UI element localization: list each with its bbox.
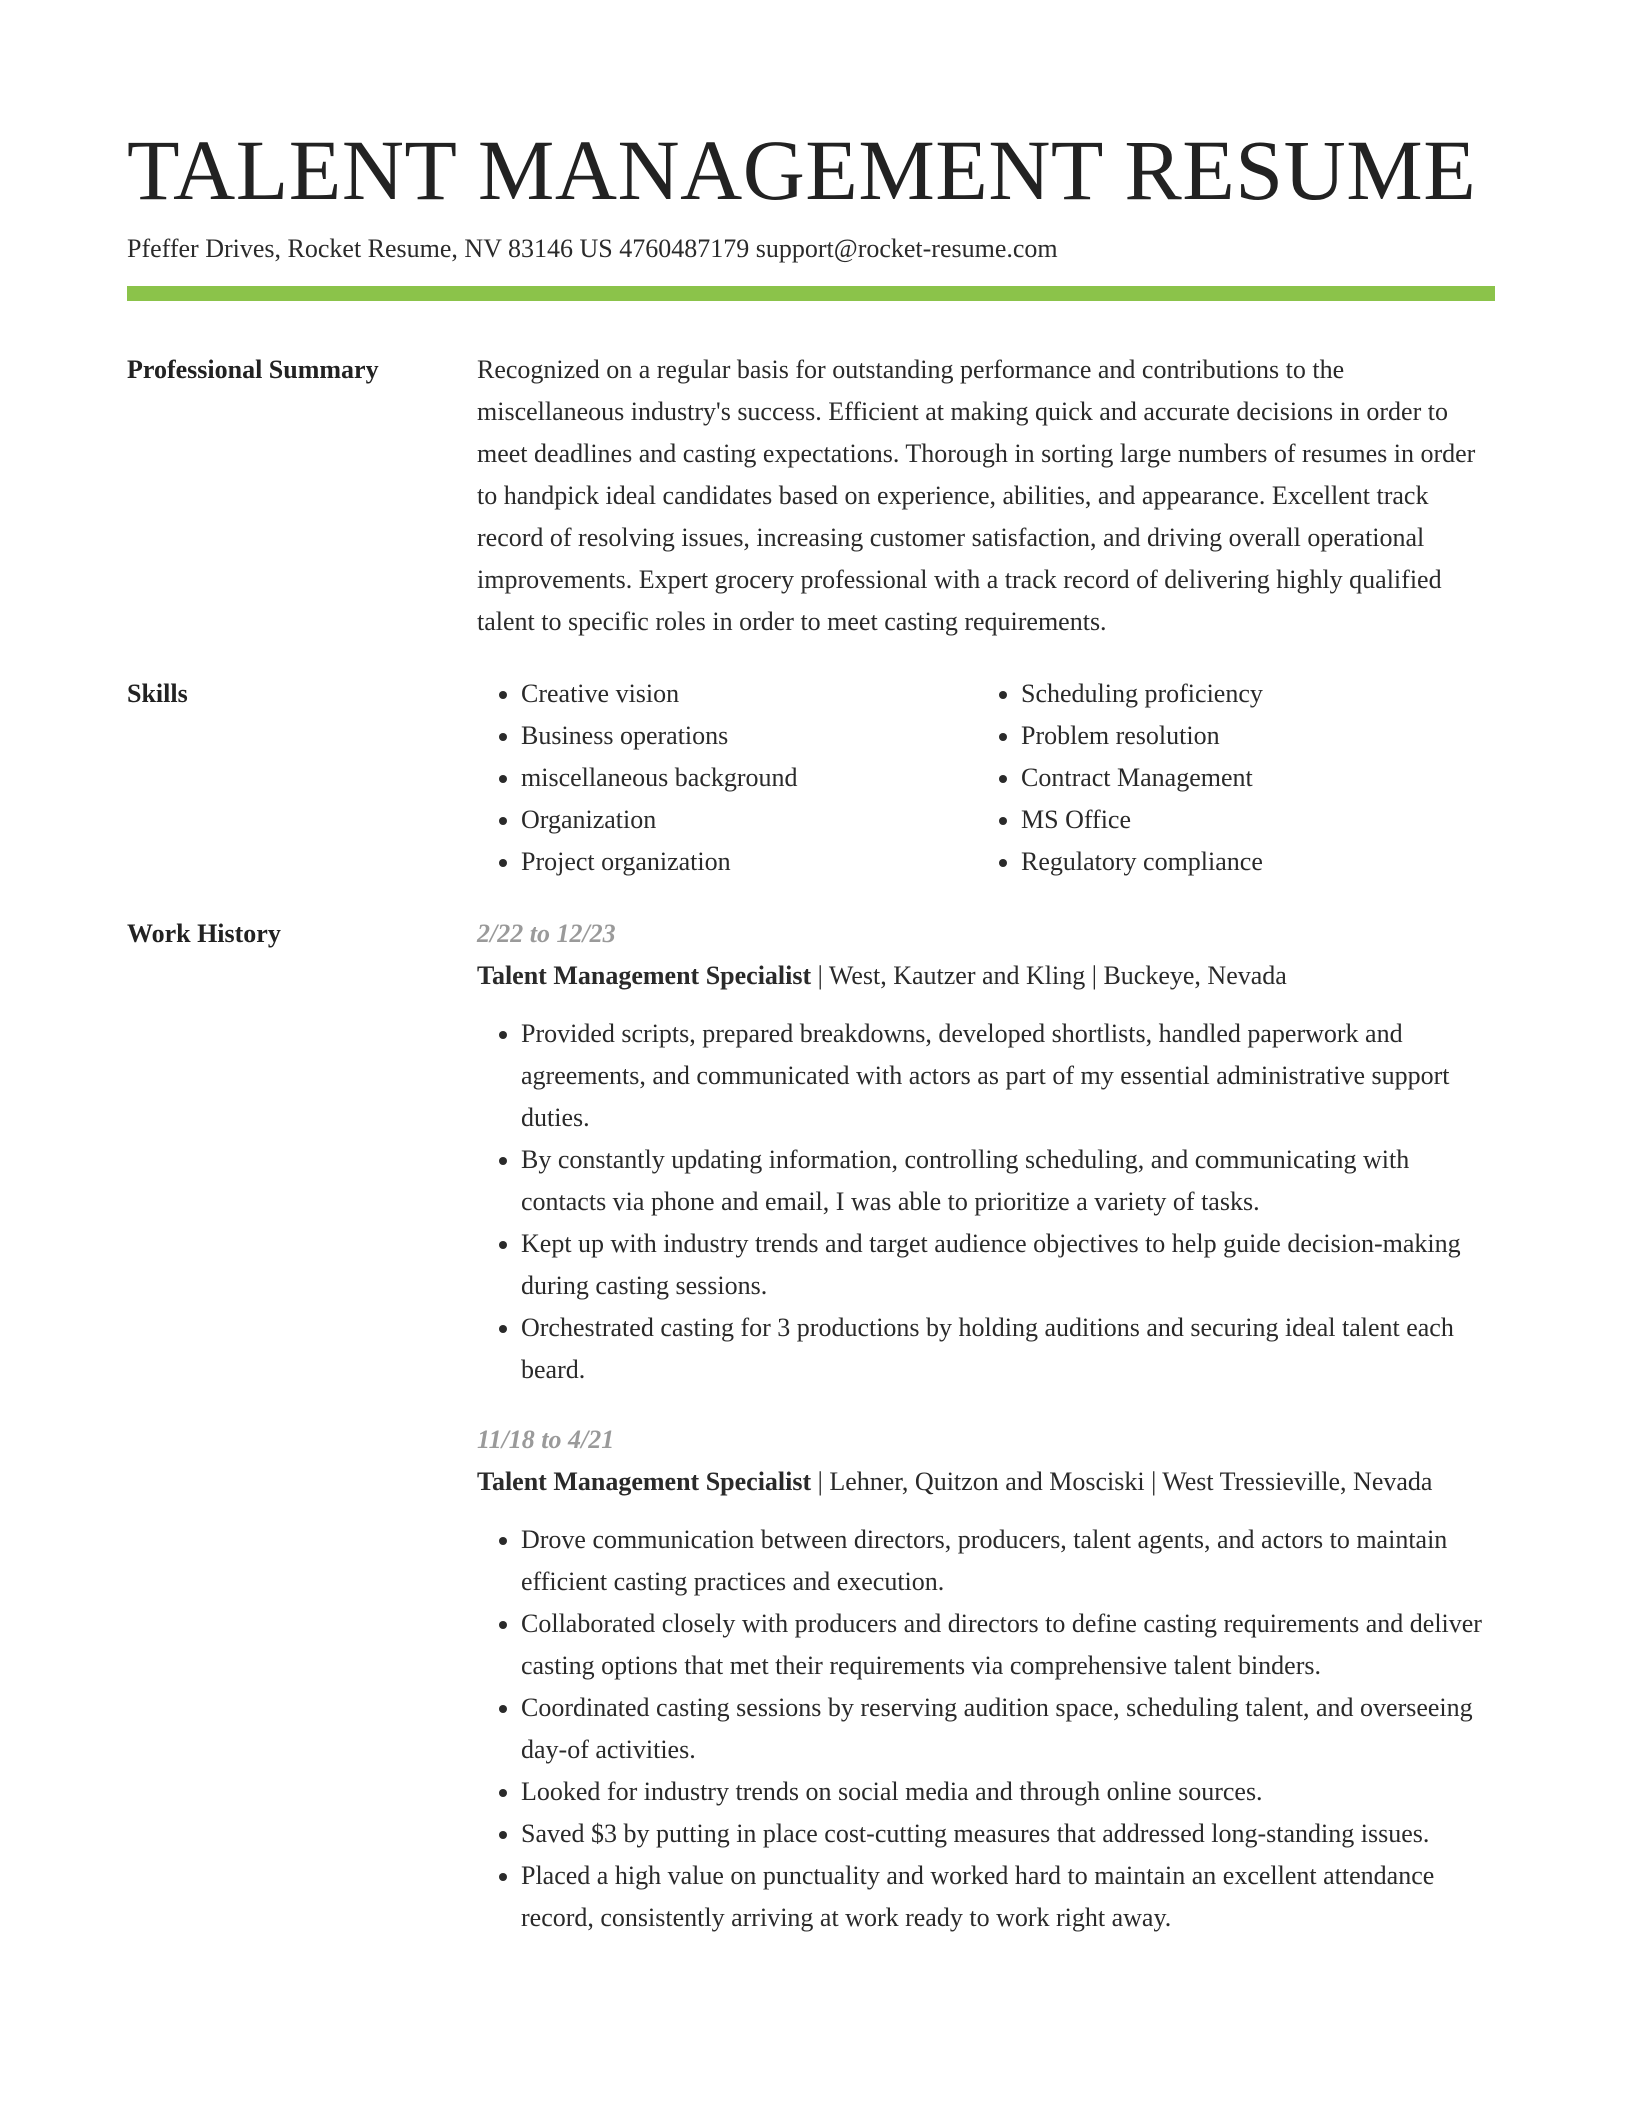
job-dates: 11/18 to 4/21: [477, 1425, 615, 1454]
job-bullet: • Placed a high value on punctuality and worked hard to maintain an excellent attendance record, consistently arriving at work ready to work right away.: [521, 1855, 1495, 1939]
skill-item: • Scheduling proficiency: [1021, 673, 1477, 715]
skill-item: • miscellaneous background: [521, 757, 977, 799]
work-history-list: [477, 913, 1495, 1939]
contact-line: Pfeffer Drives, Rocket Resume, NV 83146 US 4760487179 support@rocket-resume.com: [127, 234, 1058, 263]
job-entry: [477, 913, 1495, 1391]
accent-divider: [127, 286, 1495, 301]
resume-page: [127, 118, 1495, 1939]
job-dates: 2/22 to 12/23: [477, 919, 616, 948]
skill-item: • Organization: [521, 799, 977, 841]
skills-column-right: [977, 673, 1477, 883]
skills-section: [127, 673, 1495, 883]
resume-title: TALENT MANAGEMENT RESUME: [127, 122, 1477, 218]
job-entry: [477, 1419, 1495, 1939]
summary-text: Recognized on a regular basis for outstanding performance and contributions to the miscellaneous industry's success. Efficient at making quick and accurate decisions in order to meet deadlines and casting expectations. Thorough in sorting large numbers of resumes in order to handpick ideal candidates based on experience, abilities, and appearance. Excellent track record of resolving issues, increasing customer satisfaction, and driving overall operational improvements. Expert grocery professional with a track record of delivering highly qualified talent to specific roles in order to meet casting requirements.: [477, 355, 1476, 636]
skill-item: • Regulatory compliance: [1021, 841, 1477, 883]
job-bullet: • Kept up with industry trends and target audience objectives to help guide decision-making during casting sessions.: [521, 1223, 1495, 1307]
skill-item: • MS Office: [1021, 799, 1477, 841]
skills-column-left: [477, 673, 977, 883]
work-history-section: [127, 913, 1495, 1939]
job-bullet: • Drove communication between directors, producers, talent agents, and actors to maintain efficient casting practices and execution.: [521, 1519, 1495, 1603]
job-title: Talent Management Specialist: [477, 1467, 812, 1496]
job-bullets: [477, 1013, 1495, 1391]
skills-grid: [477, 673, 1495, 883]
job-title: Talent Management Specialist: [477, 961, 812, 990]
job-bullet: • Provided scripts, prepared breakdowns, developed shortlists, handled paperwork and agreements, and communicated with actors as part of my essential administrative support duties.: [521, 1013, 1495, 1139]
section-label-work: Work History: [127, 919, 281, 948]
job-heading: [477, 1461, 1495, 1503]
job-bullet: • Orchestrated casting for 3 productions by holding auditions and securing ideal talent each beard.: [521, 1307, 1495, 1391]
job-bullet: • By constantly updating information, controlling scheduling, and communicating with contacts via phone and email, I was able to prioritize a variety of tasks.: [521, 1139, 1495, 1223]
job-employer-location: | Lehner, Quitzon and Mosciski | West Tressieville, Nevada: [811, 1467, 1433, 1496]
skill-item: • Project organization: [521, 841, 977, 883]
job-bullet: • Collaborated closely with producers and directors to define casting requirements and deliver casting options that met their requirements via comprehensive talent binders.: [521, 1603, 1495, 1687]
job-bullets: [477, 1519, 1495, 1939]
section-label-summary: Professional Summary: [127, 355, 379, 384]
skill-item: • Business operations: [521, 715, 977, 757]
job-bullet: • Looked for industry trends on social media and through online sources.: [521, 1771, 1495, 1813]
job-heading: [477, 955, 1495, 997]
skill-item: • Creative vision: [521, 673, 977, 715]
professional-summary-section: [127, 349, 1495, 643]
section-label-skills: Skills: [127, 679, 188, 708]
skill-item: • Problem resolution: [1021, 715, 1477, 757]
skill-item: • Contract Management: [1021, 757, 1477, 799]
job-employer-location: | West, Kautzer and Kling | Buckeye, Nevada: [811, 961, 1287, 990]
job-bullet: • Coordinated casting sessions by reserving audition space, scheduling talent, and overseeing day-of activities.: [521, 1687, 1495, 1771]
job-bullet: • Saved $3 by putting in place cost-cutting measures that addressed long-standing issues.: [521, 1813, 1495, 1855]
